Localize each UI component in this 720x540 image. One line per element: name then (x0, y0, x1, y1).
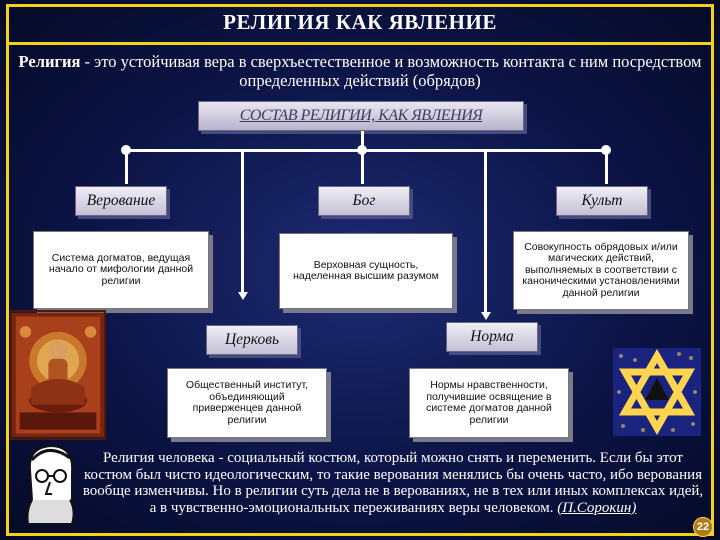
connector-left-down (125, 152, 128, 184)
definition-text: - это устойчивая вера в сверхъестественное и возможность контакта с ним посредством определенных действий (обрядов) (80, 52, 702, 90)
definition-term: Религия (18, 52, 81, 71)
label-god: Бог (318, 186, 410, 216)
connector-center-down (361, 152, 364, 184)
quote-text: Религия человека - социальный костюм, который можно снять и переменить. Если бы этот костюм был чисто идеологическим, то такие верования менялись бы очень часто, ибо верования вообще изменчивы. Но в религии суть дела не в верованиях, не в тех или иных комплексах идей, а в чувственно-эмоциональных переживаниях веры человеком. (82, 450, 704, 516)
star-of-david-image (613, 348, 701, 436)
definition (14, 52, 706, 90)
composition-banner: СОСТАВ РЕЛИГИИ, КАК ЯВЛЕНИЯ (198, 101, 524, 131)
label-cult: Культ (556, 186, 648, 216)
title-divider (6, 42, 714, 45)
quote-author: (П.Сорокин) (557, 499, 637, 516)
desc-god: Верховная сущность, наделенная высшим разумом (279, 233, 453, 309)
connector-branch-left (241, 149, 244, 294)
label-norm: Норма (446, 322, 538, 352)
desc-church: Общественный институт, объединяющий приверженцев данной религии (167, 368, 327, 438)
desc-belief: Система догматов, ведущая начало от мифологии данной религии (33, 231, 209, 309)
label-church: Церковь (206, 325, 298, 355)
slide-title: РЕЛИГИЯ КАК ЯВЛЕНИЕ (223, 10, 497, 34)
label-belief: Верование (75, 186, 167, 216)
arrow-to-norm (481, 312, 491, 320)
page-number: 22 (693, 517, 713, 537)
desc-norm: Нормы нравственности, получившие освящение в системе догматов данной религии (409, 368, 569, 438)
sorokin-quote (78, 450, 708, 516)
buddha-painting-image (10, 310, 106, 440)
caricature-portrait-image (22, 440, 80, 525)
arrow-to-church (238, 292, 248, 300)
connector-right-down (605, 152, 608, 184)
desc-cult: Совокупность обрядовых и/или магических действий, выполняемых в соответствии с каноническими установлениями данной религии (513, 231, 689, 310)
connector-branch-right (484, 149, 487, 314)
